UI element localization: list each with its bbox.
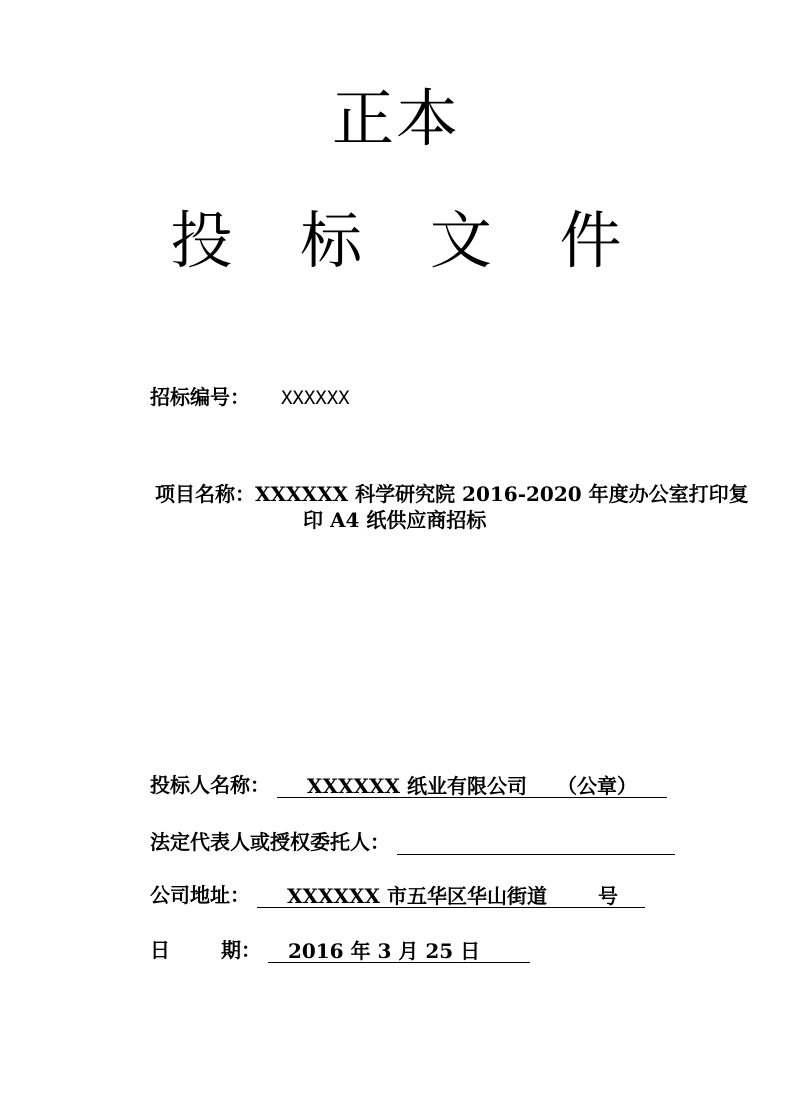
date-underline bbox=[268, 938, 530, 963]
bidder-value: XXXXXX 纸业有限公司 （公章） bbox=[277, 773, 667, 798]
date-label-ri: 日 bbox=[150, 938, 170, 962]
representative-blank-line bbox=[397, 830, 675, 855]
tender-number-label: 招标编号： bbox=[150, 385, 250, 409]
bidder-label: 投标人名称： bbox=[150, 773, 270, 797]
address-suffix: 号 bbox=[598, 884, 619, 908]
document-subtitle: 投 标 文 件 bbox=[170, 204, 646, 277]
address-row bbox=[150, 882, 645, 908]
project-name-block bbox=[155, 481, 749, 533]
bidder-row bbox=[150, 772, 667, 798]
date-label-qi: 期： bbox=[220, 938, 261, 962]
tender-number-value: XXXXXX bbox=[280, 387, 350, 409]
document-title: 正本 bbox=[331, 82, 460, 155]
date-value: 2016 年 3 月 25 日 bbox=[287, 939, 481, 963]
project-name-line1: 项目名称：XXXXXX 科学研究院 2016-2020 年度办公室打印复 bbox=[155, 482, 749, 506]
project-name-line2: 印 A4 纸供应商招标 bbox=[303, 508, 487, 532]
address-underline bbox=[257, 883, 645, 908]
address-label: 公司地址： bbox=[150, 883, 250, 907]
representative-label: 法定代表人或授权委托人： bbox=[150, 830, 390, 854]
date-row bbox=[150, 937, 530, 963]
tender-number-row bbox=[150, 384, 350, 411]
representative-row bbox=[150, 829, 675, 855]
address-value: XXXXXX 市五华区华山街道 bbox=[286, 884, 548, 908]
